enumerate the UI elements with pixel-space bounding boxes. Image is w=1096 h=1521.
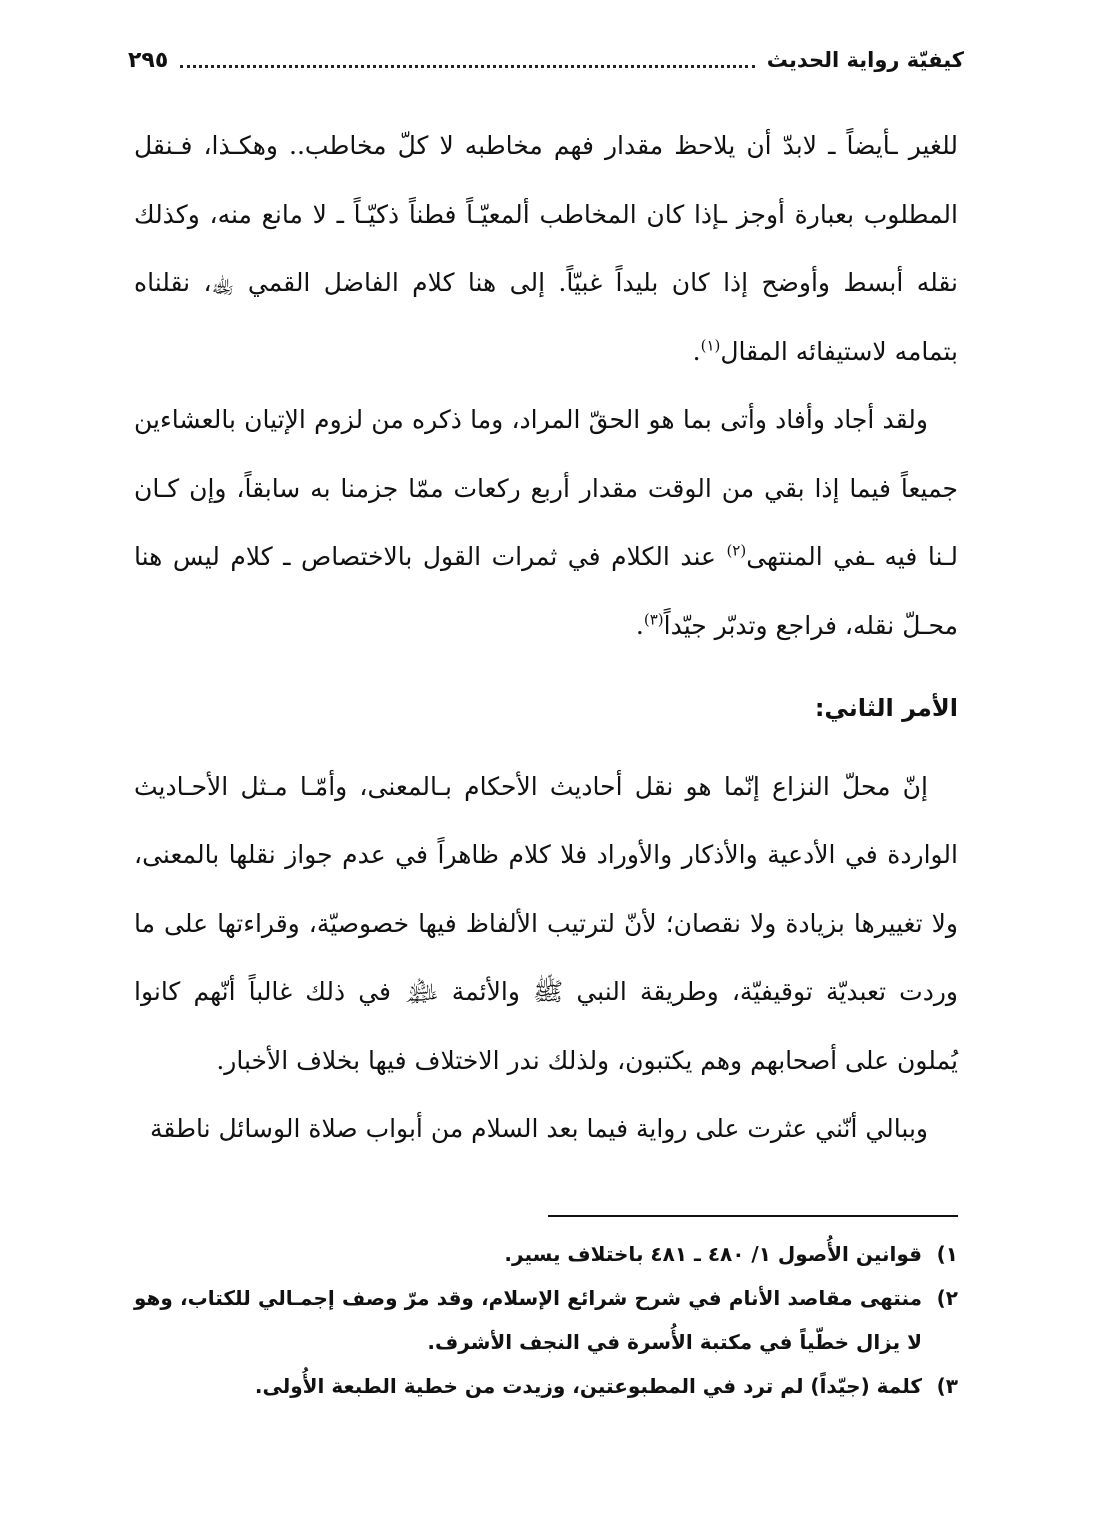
paragraph-3: إنّ محلّ النزاع إنّما هو نقل أحاديث الأحكام بـالمعنى، وأمّـا مـثل الأحـاديث الواردة في الأدعية والأذكار والأوراد فلا كلام ظاهراً في عدم جواز نقلها بالمعنى، ولا تغييرها بزيادة ولا نقصان؛ لأنّ لترتيب الألفاظ فيها خصوصيّة، وقراءتها على ما وردت تعبديّة توقيفيّة، وطريقة النبي ﷺ والأئمة ﵈ في ذلك غالباً أنّهم كانوا يُملون على أصحابهم وهم يكتبون، ولذلك ندر الاختلاف فيها بخلاف الأخبار. (134, 771, 958, 1075)
section-heading: الأمر الثاني: (814, 694, 958, 722)
footnote-number: ٢) (936, 1286, 958, 1310)
paragraph-1-end: . (692, 336, 701, 366)
footnote-1 (134, 1232, 958, 1276)
footnote-number: ٣) (936, 1374, 958, 1398)
paragraph-2-end: . (635, 610, 644, 640)
paragraph-2-text-b: عند الكلام في ثمرات القول بالاختصاص ـ كلام ليس هنا محـلّ نقله، فراجع وتدبّر جيّداً (134, 542, 958, 640)
paragraph-2 (134, 386, 958, 660)
running-header (128, 40, 964, 80)
footnote-ref-1: (١) (700, 336, 721, 355)
footnote-text: منتهى مقاصد الأنام في شرح شرائع الإسلام، وقد مرّ وصف إجمـالي للكتاب، وهو لا يزال خطّياً في مكتبة الأُسرة في النجف الأشرف. (134, 1286, 922, 1354)
paragraph-1-text: للغير ـأيضاً ـ لابدّ أن يلاحظ مقدار فهم مخاطبه لا كلّ مخاطب.. وهكـذا، فـنقل المطلوب بعبارة أوجز ـإذا كان المخاطب ألمعيّـاً فطناً ذكيّـاً ـ لا مانع منه، وكذلك نقله أبسط وأوضح إذا كان بليداً غبيّاً. إلى هنا كلام الفاضل القمي ﵀، نقلناه بتمامه لاستيفائه المقال (134, 131, 958, 366)
paragraph-2-text-a: ولقد أجاد وأفاد وأتى بما هو الحقّ المراد، وما ذكره من لزوم الإتيان بالعشاءين جميعاً فيما إذا بقي من الوقت مقدار أربع ركعات ممّا جزمنا به سابقاً، وإن كـان لـنا فيه ـفي المنتهى (134, 405, 958, 571)
footnote-3 (134, 1364, 958, 1408)
footnote-text: قوانين الأُصول ١/ ٤٨٠ ـ ٤٨١ باختلاف يسير. (504, 1242, 922, 1266)
footnote-2 (134, 1276, 958, 1364)
page-number: ٢٩٥ (128, 47, 169, 73)
footnote-separator (548, 1215, 958, 1217)
footnotes (134, 1232, 958, 1408)
footnote-ref-2: (٢) (726, 541, 747, 560)
main-text (134, 112, 958, 1164)
chapter-title: كيفيّة رواية الحديث (766, 48, 964, 72)
paragraph-4: وببالي أنّني عثرت على رواية فيما بعد السلام من أبواب صلاة الوسائل ناطقة (150, 1114, 928, 1143)
footnote-ref-3: (٣) (643, 610, 664, 629)
footnote-number: ١) (936, 1242, 958, 1266)
footnote-text: كلمة (جيّداً) لم ترد في المطبوعتين، وزيدت من خطية الطبعة الأُولى. (254, 1374, 922, 1398)
paragraph-1 (134, 112, 958, 386)
dotted-leader (180, 65, 754, 68)
